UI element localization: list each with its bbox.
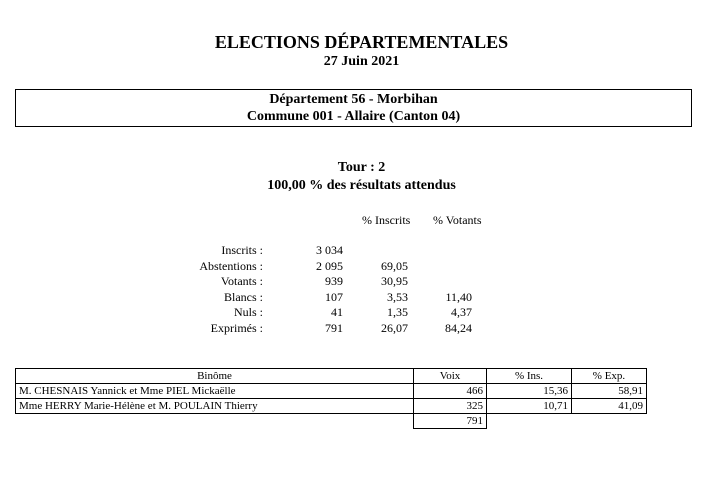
pct-ins-cell: 15,36 [487, 384, 572, 399]
stat-pct-votants: 4,37 [451, 305, 472, 319]
binome-name: M. CHESNAIS Yannick et Mme PIEL Mickaëlle [16, 384, 414, 399]
stat-value: 939 [325, 274, 343, 288]
pct-ins-cell: 10,71 [487, 399, 572, 414]
stat-value: 41 [331, 305, 343, 319]
voix-cell: 325 [414, 399, 487, 414]
stat-value: 2 095 [316, 259, 343, 273]
stat-pct-inscrits: 30,95 [381, 274, 408, 288]
total-row [16, 414, 647, 429]
stat-label: Blancs : [224, 290, 263, 304]
location-box [15, 89, 692, 127]
table-row [16, 399, 647, 414]
commune-label: Commune 001 - Allaire (Canton 04) [246, 109, 461, 124]
results-progress: 100,00 % des résultats attendus [267, 178, 456, 193]
stat-label: Votants : [220, 274, 263, 288]
election-date: 27 Juin 2021 [323, 54, 400, 69]
pct-exp-cell: 58,91 [572, 384, 647, 399]
stat-label: Abstentions : [199, 259, 263, 273]
stat-pct-inscrits: 1,35 [387, 305, 408, 319]
binome-name: Mme HERRY Marie-Hélène et M. POULAIN Thierry [16, 399, 414, 414]
stat-label: Inscrits : [221, 243, 263, 257]
stat-pct-inscrits: 69,05 [381, 259, 408, 273]
stat-pct-inscrits: 3,53 [387, 290, 408, 304]
header-pct-ins: % Ins. [487, 369, 572, 384]
col-header-pct-inscrits: % Inscrits [362, 213, 411, 227]
header-binome: Binôme [16, 369, 414, 384]
stat-value: 3 034 [316, 243, 343, 257]
voix-cell: 466 [414, 384, 487, 399]
stat-pct-inscrits: 26,07 [381, 321, 408, 335]
stat-pct-votants: 84,24 [445, 321, 472, 335]
tour-label: Tour : 2 [337, 160, 386, 175]
header-pct-exp: % Exp. [572, 369, 647, 384]
total-voix: 791 [414, 414, 487, 429]
table-header-row [16, 369, 647, 384]
col-header-pct-votants: % Votants [433, 213, 482, 227]
header-voix: Voix [414, 369, 487, 384]
pct-exp-cell: 41,09 [572, 399, 647, 414]
stat-label: Nuls : [233, 305, 263, 319]
table-row [16, 384, 647, 399]
results-table [15, 368, 647, 429]
page-title: ELECTIONS DÉPARTEMENTALES [214, 32, 509, 52]
stat-pct-votants: 11,40 [445, 290, 472, 304]
stat-value: 791 [325, 321, 343, 335]
stat-value: 107 [325, 290, 343, 304]
stat-label: Exprimés : [210, 321, 263, 335]
departement-label: Département 56 - Morbihan [269, 92, 438, 107]
